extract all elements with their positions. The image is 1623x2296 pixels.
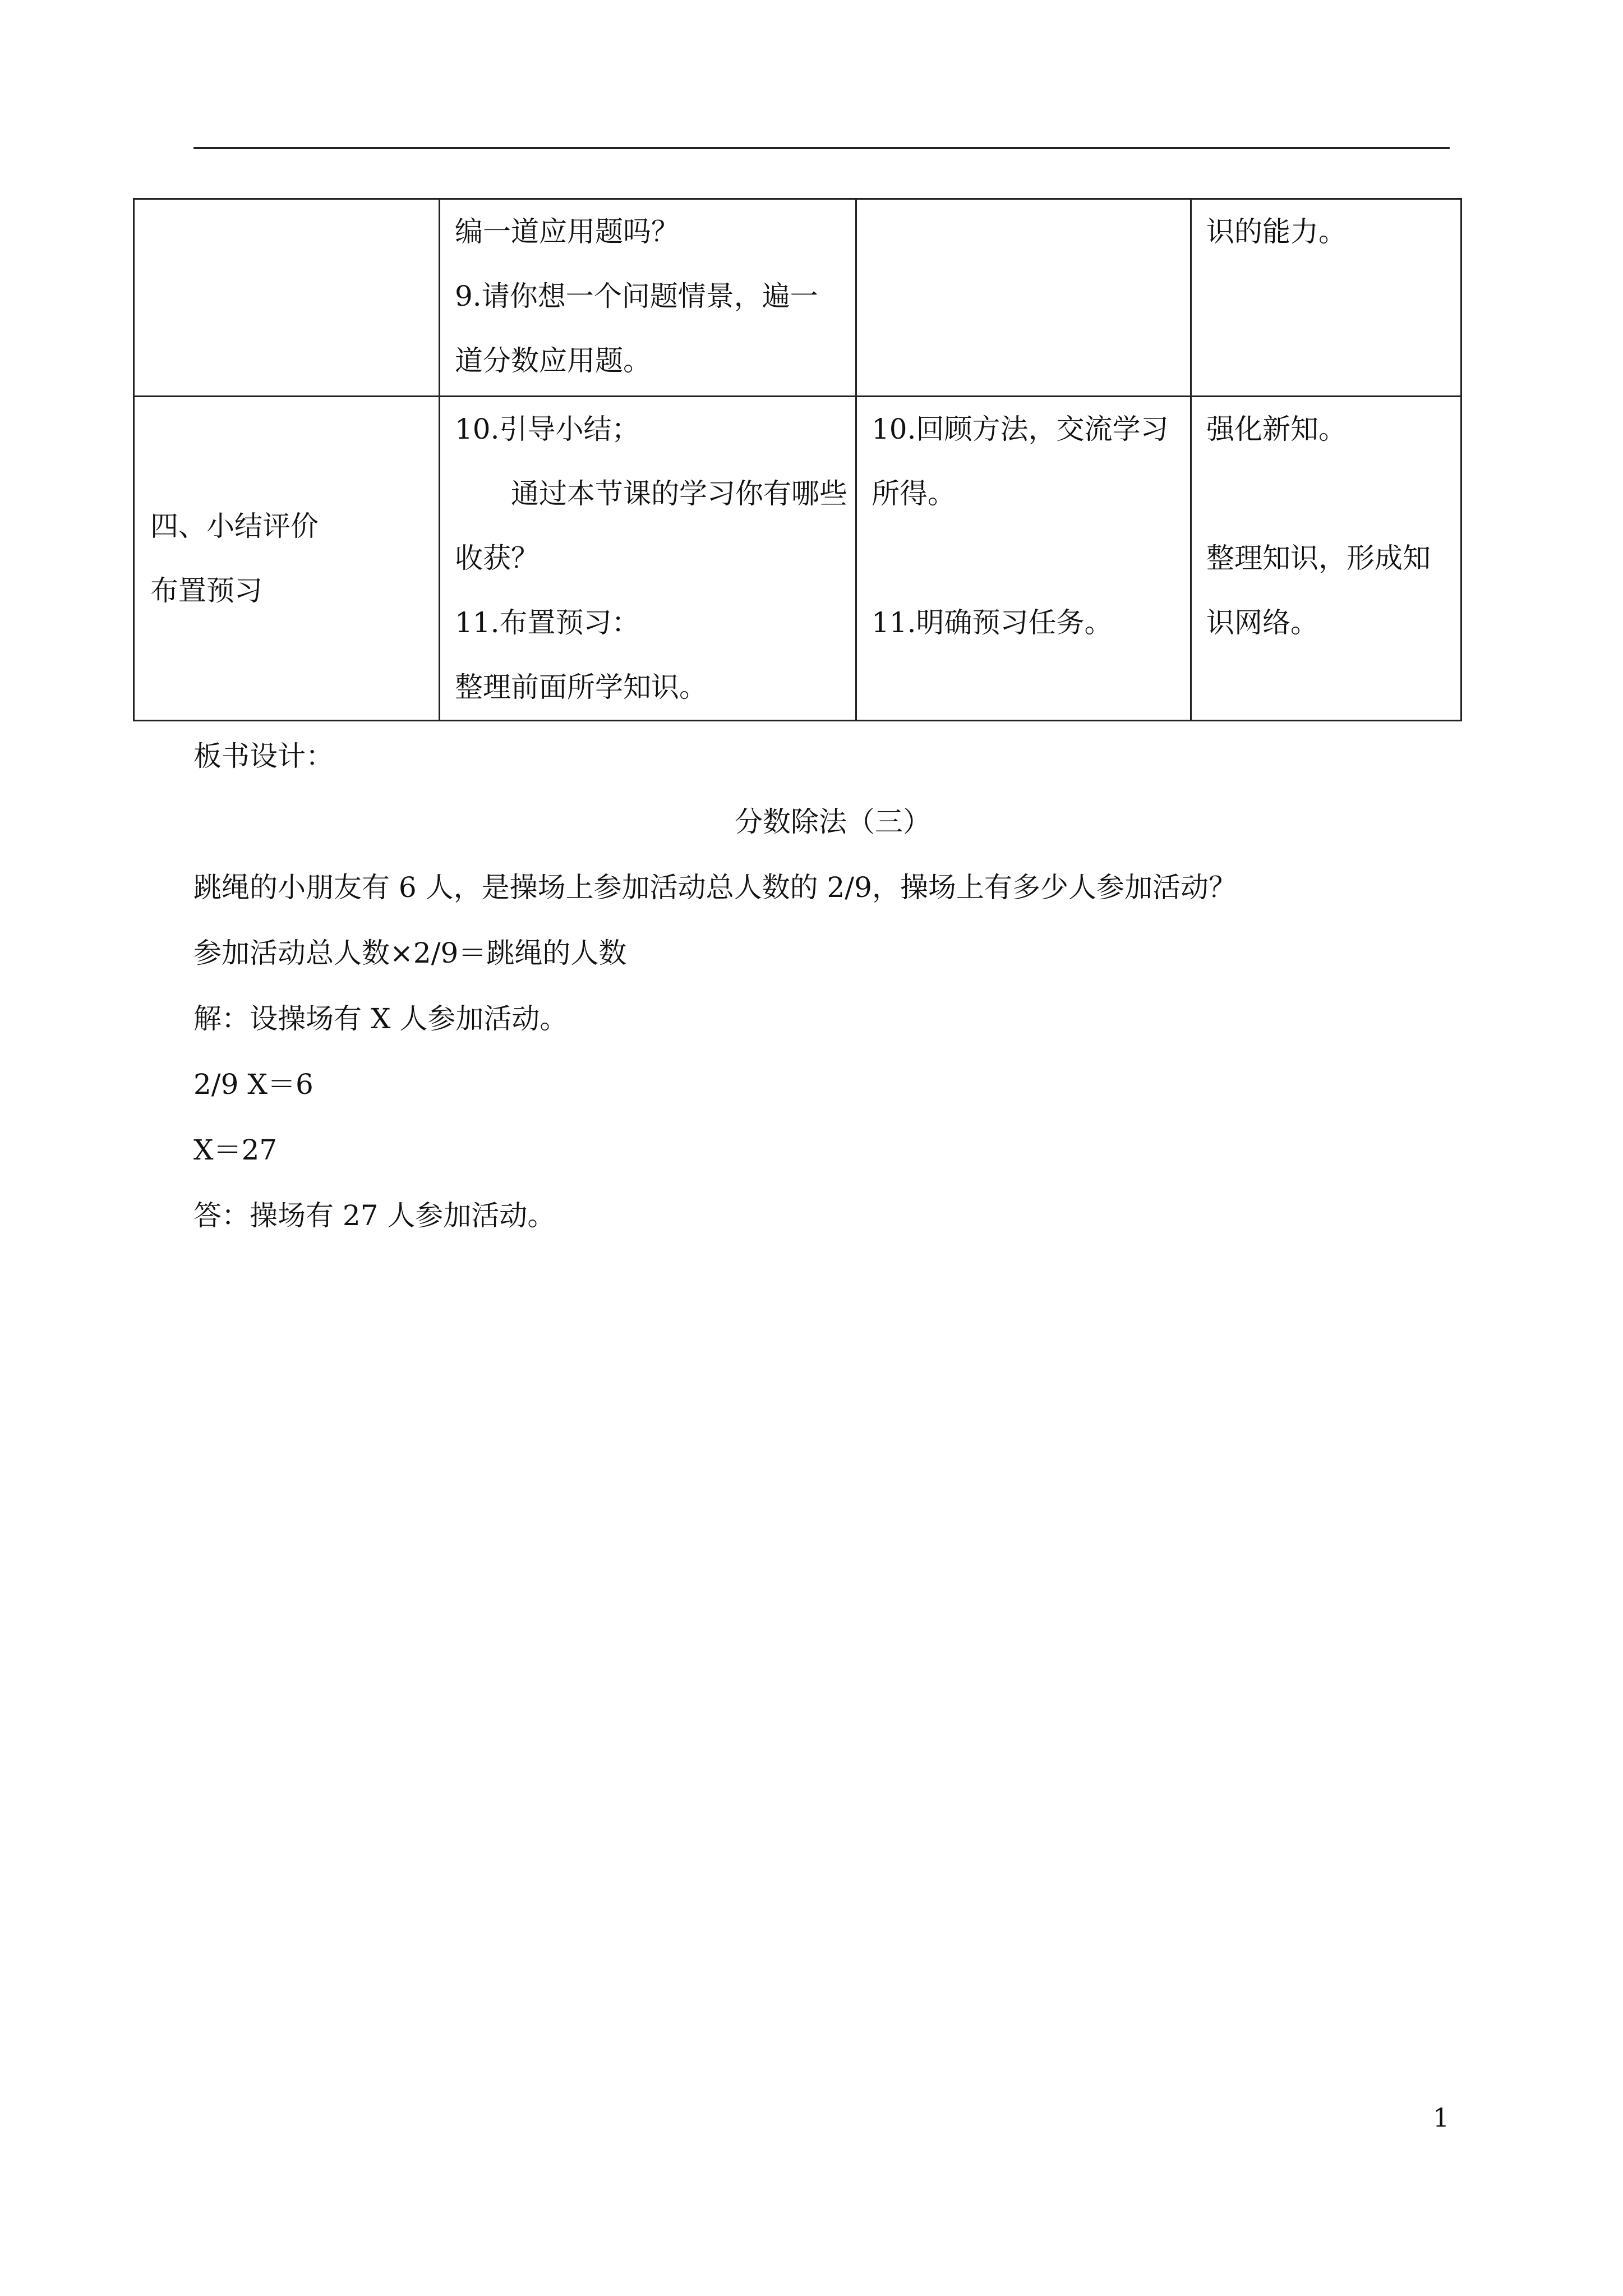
student-activity-cell xyxy=(856,397,1191,721)
teacher-activity-cell xyxy=(440,397,856,721)
intent-line: 强化新知。 xyxy=(1206,413,1347,445)
board-design-label: 板书设计： xyxy=(193,740,334,772)
design-intent-cell xyxy=(1191,397,1461,721)
table-row xyxy=(134,397,1461,721)
student-line: 10.回顾方法，交流学习 xyxy=(872,413,1169,445)
intent-line: 识的能力。 xyxy=(1206,215,1347,248)
student-line: 所得。 xyxy=(872,477,956,510)
lesson-plan-table xyxy=(133,198,1462,721)
stage-line: 四、小结评价 xyxy=(150,509,319,542)
teacher-line: 收获？ xyxy=(455,542,539,574)
spacer xyxy=(872,526,1175,591)
solution-setup: 解：设操场有 X 人参加活动。 xyxy=(193,1002,568,1035)
teacher-activity-cell xyxy=(440,199,856,397)
stage-cell xyxy=(134,397,440,721)
teacher-line: 10.引导小结； xyxy=(455,413,640,445)
spacer xyxy=(1206,462,1446,526)
header-rule xyxy=(193,147,1450,149)
teacher-line: 9.请你想一个问题情景，遍一 xyxy=(455,280,818,312)
teacher-line: 编一道应用题吗？ xyxy=(455,215,679,248)
intent-line: 识网络。 xyxy=(1206,606,1318,639)
teacher-line: 11.布置预习： xyxy=(455,606,640,639)
teacher-line: 通过本节课的学习你有哪些 xyxy=(511,477,847,510)
answer-line: 答：操场有 27 人参加活动。 xyxy=(193,1199,556,1232)
equation-result: X＝27 xyxy=(193,1134,278,1166)
board-title: 分数除法（三） xyxy=(735,806,931,838)
intent-line: 整理知识，形成知 xyxy=(1206,542,1431,574)
relation-equation: 参加活动总人数×2/9＝跳绳的人数 xyxy=(193,937,627,969)
equation-line: 2/9 X＝6 xyxy=(193,1068,313,1101)
stage-cell xyxy=(134,199,440,397)
teacher-line: 整理前面所学知识。 xyxy=(455,671,707,703)
teacher-line: 道分数应用题。 xyxy=(455,344,651,377)
student-line: 11.明确预习任务。 xyxy=(872,606,1113,639)
problem-text: 跳绳的小朋友有 6 人，是操场上参加活动总人数的 2/9，操场上有多少人参加活动？ xyxy=(193,871,1237,904)
student-activity-cell xyxy=(856,199,1191,397)
table-row xyxy=(134,199,1461,397)
design-intent-cell xyxy=(1191,199,1461,397)
board-design-section xyxy=(193,724,1450,1249)
stage-line: 布置预习 xyxy=(150,574,262,607)
page-number: 1 xyxy=(1433,2102,1450,2133)
